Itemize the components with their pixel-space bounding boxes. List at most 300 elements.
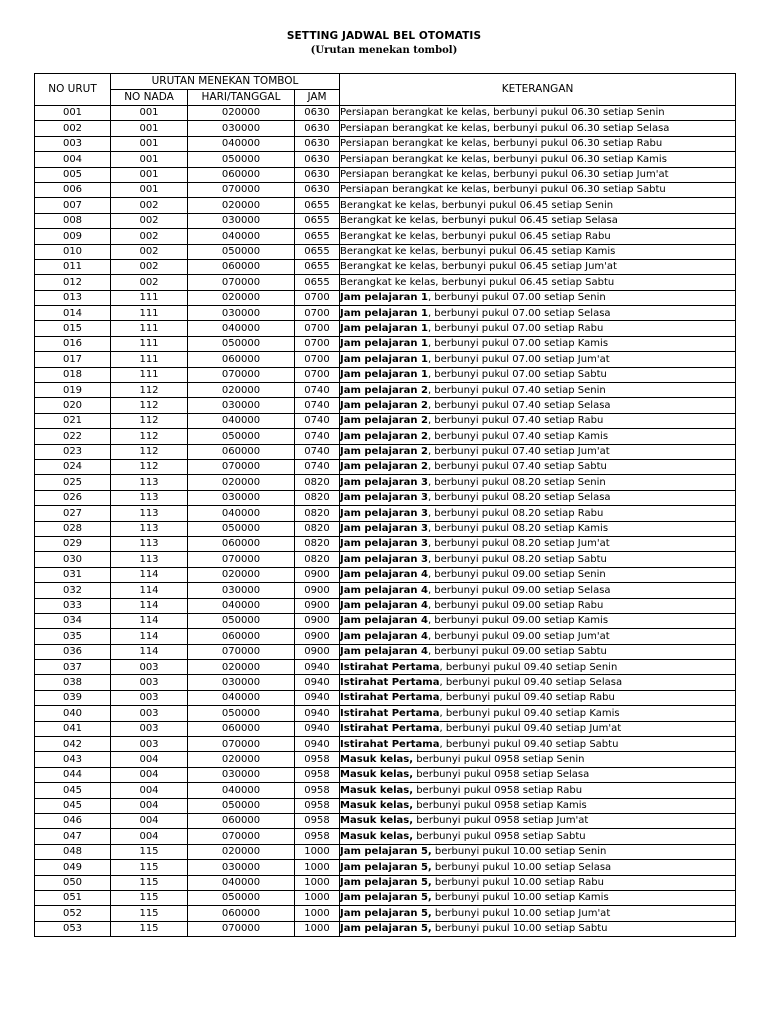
hari-tanggal-cell: 050000 [188,706,295,721]
jam-cell: 0700 [295,306,340,321]
table-row [35,675,736,690]
hari-tanggal-cell: 040000 [188,229,295,244]
no-nada-cell: 114 [111,629,188,644]
jam-cell: 0820 [295,475,340,490]
table-row [35,644,736,659]
header-no-nada: NO NADA [111,90,188,106]
no-nada-cell: 001 [111,106,188,121]
keterangan-cell [340,213,736,228]
keterangan-cell [340,182,736,197]
no-urut-cell: 003 [35,136,111,151]
no-urut-cell: 011 [35,259,111,274]
jam-cell: 0630 [295,182,340,197]
jam-cell: 0958 [295,783,340,798]
keterangan-cell [340,690,736,705]
keterangan-bold-label: Jam pelajaran 2 [340,461,428,473]
keterangan-cell [340,583,736,598]
table-row [35,583,736,598]
hari-tanggal-cell: 020000 [188,383,295,398]
jam-cell: 0900 [295,644,340,659]
no-urut-cell: 006 [35,182,111,197]
table-row [35,721,736,736]
keterangan-bold-label: Jam pelajaran 5, [340,923,432,935]
document-subtitle: (Urutan menekan tombol) [310,45,458,56]
keterangan-cell [340,783,736,798]
no-urut-cell: 018 [35,367,111,382]
hari-tanggal-cell: 060000 [188,167,295,182]
keterangan-text: , berbunyi pukul 09.40 setiap Sabtu [439,738,619,750]
keterangan-text: , berbunyi pukul 09.40 setiap Jum'at [439,723,622,735]
no-nada-cell: 004 [111,813,188,828]
keterangan-text: Persiapan berangkat ke kelas, berbunyi pukul 06.30 setiap Sabtu [340,184,666,196]
keterangan-text: , berbunyi pukul 08.20 setiap Senin [427,476,606,488]
keterangan-bold-label: Jam pelajaran 4 [340,569,428,581]
keterangan-cell [340,813,736,828]
no-urut-cell: 032 [35,583,111,598]
keterangan-bold-label: Masuk kelas, [340,830,414,842]
keterangan-cell [340,721,736,736]
keterangan-text: Berangkat ke kelas, berbunyi pukul 06.45 setiap Senin [340,199,614,211]
table-row [35,121,736,136]
table-row [35,383,736,398]
hari-tanggal-cell: 040000 [188,875,295,890]
hari-tanggal-cell: 030000 [188,675,295,690]
jam-cell: 0958 [295,829,340,844]
keterangan-bold-label: Jam pelajaran 4 [340,599,428,611]
no-urut-cell: 048 [35,844,111,859]
keterangan-cell [340,752,736,767]
jam-cell: 0940 [295,706,340,721]
table-row [35,629,736,644]
no-nada-cell: 114 [111,567,188,582]
keterangan-cell [340,367,736,382]
hari-tanggal-cell: 020000 [188,752,295,767]
jam-cell: 0740 [295,444,340,459]
keterangan-cell [340,429,736,444]
table-row [35,706,736,721]
hari-tanggal-cell: 020000 [188,475,295,490]
no-nada-cell: 004 [111,767,188,782]
keterangan-cell [340,767,736,782]
jam-cell: 0958 [295,798,340,813]
keterangan-cell [340,290,736,305]
header-no-urut: NO URUT [35,74,111,106]
keterangan-text: Persiapan berangkat ke kelas, berbunyi pukul 06.30 setiap Senin [340,107,665,119]
keterangan-bold-label: Jam pelajaran 1 [340,353,428,365]
no-nada-cell: 003 [111,675,188,690]
hari-tanggal-cell: 050000 [188,152,295,167]
keterangan-cell [340,475,736,490]
keterangan-text: Berangkat ke kelas, berbunyi pukul 06.45 setiap Sabtu [340,276,615,288]
no-urut-cell: 007 [35,198,111,213]
hari-tanggal-cell: 020000 [188,198,295,213]
keterangan-text: Berangkat ke kelas, berbunyi pukul 06.45 setiap Selasa [340,215,618,227]
no-nada-cell: 115 [111,844,188,859]
keterangan-text: berbunyi pukul 0958 setiap Senin [413,753,585,765]
keterangan-cell [340,598,736,613]
keterangan-cell [340,660,736,675]
no-urut-cell: 008 [35,213,111,228]
keterangan-text: berbunyi pukul 0958 setiap Sabtu [413,830,586,842]
keterangan-bold-label: Jam pelajaran 1 [340,307,428,319]
keterangan-bold-label: Istirahat Pertama [340,707,440,719]
jam-cell: 0820 [295,536,340,551]
schedule-table [34,73,736,937]
keterangan-text: berbunyi pukul 0958 setiap Kamis [413,800,587,812]
table-row [35,167,736,182]
jam-cell: 0630 [295,121,340,136]
no-urut-cell: 036 [35,644,111,659]
jam-cell: 0700 [295,352,340,367]
table-row [35,567,736,582]
no-urut-cell: 041 [35,721,111,736]
no-nada-cell: 111 [111,321,188,336]
no-urut-cell: 052 [35,906,111,921]
no-urut-cell: 043 [35,752,111,767]
table-row [35,798,736,813]
keterangan-text: berbunyi pukul 0958 setiap Rabu [413,784,583,796]
keterangan-bold-label: Istirahat Pertama [340,723,440,735]
table-row [35,552,736,567]
no-nada-cell: 002 [111,275,188,290]
no-urut-cell: 014 [35,306,111,321]
jam-cell: 0630 [295,106,340,121]
no-urut-cell: 004 [35,152,111,167]
keterangan-text: Persiapan berangkat ke kelas, berbunyi pukul 06.30 setiap Jum'at [340,169,669,181]
keterangan-cell [340,921,736,936]
keterangan-text: , berbunyi pukul 09.00 setiap Rabu [427,599,604,611]
keterangan-bold-label: Jam pelajaran 3 [340,476,428,488]
keterangan-text: , berbunyi pukul 07.00 setiap Selasa [427,307,611,319]
no-nada-cell: 115 [111,906,188,921]
keterangan-bold-label: Jam pelajaran 5, [340,846,432,858]
table-row [35,690,736,705]
no-nada-cell: 001 [111,152,188,167]
keterangan-bold-label: Jam pelajaran 3 [340,507,428,519]
keterangan-text: , berbunyi pukul 08.20 setiap Jum'at [427,538,610,550]
hari-tanggal-cell: 070000 [188,552,295,567]
hari-tanggal-cell: 030000 [188,767,295,782]
keterangan-cell [340,229,736,244]
jam-cell: 0958 [295,752,340,767]
no-urut-cell: 044 [35,767,111,782]
table-row [35,521,736,536]
table-row [35,875,736,890]
keterangan-text: , berbunyi pukul 09.00 setiap Selasa [427,584,611,596]
jam-cell: 0820 [295,521,340,536]
table-row [35,275,736,290]
keterangan-cell [340,321,736,336]
no-nada-cell: 001 [111,182,188,197]
no-nada-cell: 003 [111,690,188,705]
table-row [35,182,736,197]
table-row [35,352,736,367]
hari-tanggal-cell: 040000 [188,321,295,336]
no-urut-cell: 027 [35,506,111,521]
jam-cell: 0820 [295,490,340,505]
hari-tanggal-cell: 070000 [188,644,295,659]
table-row [35,429,736,444]
keterangan-cell [340,860,736,875]
document-title: SETTING JADWAL BEL OTOMATIS [286,30,482,42]
jam-cell: 0655 [295,198,340,213]
keterangan-text: Persiapan berangkat ke kelas, berbunyi pukul 06.30 setiap Kamis [340,153,667,165]
no-urut-cell: 012 [35,275,111,290]
jam-cell: 0820 [295,552,340,567]
keterangan-cell [340,506,736,521]
no-nada-cell: 002 [111,244,188,259]
hari-tanggal-cell: 070000 [188,182,295,197]
keterangan-text: , berbunyi pukul 08.20 setiap Rabu [427,507,604,519]
keterangan-cell [340,275,736,290]
no-nada-cell: 111 [111,367,188,382]
table-row [35,367,736,382]
jam-cell: 0740 [295,383,340,398]
no-nada-cell: 001 [111,121,188,136]
no-nada-cell: 003 [111,721,188,736]
table-row [35,398,736,413]
jam-cell: 0958 [295,813,340,828]
no-urut-cell: 046 [35,813,111,828]
table-row [35,306,736,321]
no-nada-cell: 111 [111,290,188,305]
no-nada-cell: 111 [111,336,188,351]
jam-cell: 1000 [295,875,340,890]
no-nada-cell: 114 [111,613,188,628]
no-nada-cell: 113 [111,506,188,521]
jam-cell: 1000 [295,921,340,936]
hari-tanggal-cell: 060000 [188,813,295,828]
keterangan-bold-label: Masuk kelas, [340,815,414,827]
jam-cell: 0700 [295,290,340,305]
table-row [35,459,736,474]
table-row [35,136,736,151]
table-row [35,413,736,428]
no-nada-cell: 115 [111,921,188,936]
jam-cell: 1000 [295,890,340,905]
header-keterangan: KETERANGAN [340,74,736,106]
header-hari-tanggal: HARI/TANGGAL [188,90,295,106]
no-urut-cell: 033 [35,598,111,613]
keterangan-cell [340,906,736,921]
keterangan-bold-label: Masuk kelas, [340,784,414,796]
keterangan-cell [340,121,736,136]
keterangan-text: , berbunyi pukul 09.40 setiap Rabu [439,692,615,704]
keterangan-bold-label: Jam pelajaran 2 [340,430,428,442]
keterangan-cell [340,875,736,890]
keterangan-cell [340,444,736,459]
keterangan-text: , berbunyi pukul 07.40 setiap Kamis [427,430,609,442]
no-urut-cell: 039 [35,690,111,705]
no-urut-cell: 030 [35,552,111,567]
hari-tanggal-cell: 050000 [188,521,295,536]
no-urut-cell: 053 [35,921,111,936]
no-nada-cell: 112 [111,444,188,459]
keterangan-cell [340,106,736,121]
hari-tanggal-cell: 040000 [188,598,295,613]
jam-cell: 0630 [295,136,340,151]
table-row [35,506,736,521]
no-nada-cell: 113 [111,552,188,567]
keterangan-text: , berbunyi pukul 09.00 setiap Senin [427,569,606,581]
keterangan-text: , berbunyi pukul 07.00 setiap Kamis [427,338,609,350]
jam-cell: 0700 [295,367,340,382]
no-urut-cell: 040 [35,706,111,721]
keterangan-bold-label: Jam pelajaran 4 [340,630,428,642]
no-nada-cell: 001 [111,136,188,151]
no-nada-cell: 004 [111,798,188,813]
table-row [35,490,736,505]
keterangan-text: , berbunyi pukul 07.40 setiap Senin [427,384,606,396]
hari-tanggal-cell: 030000 [188,398,295,413]
no-urut-cell: 023 [35,444,111,459]
keterangan-text: , berbunyi pukul 09.40 setiap Selasa [439,676,623,688]
keterangan-bold-label: Jam pelajaran 5, [340,907,432,919]
hari-tanggal-cell: 060000 [188,906,295,921]
keterangan-bold-label: Jam pelajaran 5, [340,892,432,904]
no-urut-cell: 035 [35,629,111,644]
keterangan-bold-label: Jam pelajaran 2 [340,384,428,396]
jam-cell: 0630 [295,152,340,167]
keterangan-cell [340,675,736,690]
hari-tanggal-cell: 030000 [188,306,295,321]
jam-cell: 0940 [295,690,340,705]
no-nada-cell: 112 [111,429,188,444]
header-urutan-menekan-tombol: URUTAN MENEKAN TOMBOL [111,74,340,90]
hari-tanggal-cell: 070000 [188,459,295,474]
keterangan-bold-label: Jam pelajaran 1 [340,292,428,304]
no-nada-cell: 003 [111,660,188,675]
no-urut-cell: 009 [35,229,111,244]
no-urut-cell: 024 [35,459,111,474]
keterangan-text: , berbunyi pukul 08.20 setiap Sabtu [427,553,607,565]
table-row [35,613,736,628]
no-nada-cell: 113 [111,475,188,490]
hari-tanggal-cell: 020000 [188,290,295,305]
table-row [35,860,736,875]
table-row [35,737,736,752]
table-row [35,890,736,905]
no-urut-cell: 038 [35,675,111,690]
keterangan-bold-label: Jam pelajaran 1 [340,338,428,350]
keterangan-bold-label: Masuk kelas, [340,769,414,781]
table-row [35,106,736,121]
hari-tanggal-cell: 030000 [188,860,295,875]
keterangan-cell [340,198,736,213]
hari-tanggal-cell: 070000 [188,275,295,290]
no-urut-cell: 005 [35,167,111,182]
hari-tanggal-cell: 060000 [188,352,295,367]
keterangan-text: , berbunyi pukul 08.20 setiap Selasa [427,492,611,504]
keterangan-bold-label: Istirahat Pertama [340,692,440,704]
hari-tanggal-cell: 050000 [188,336,295,351]
table-row [35,152,736,167]
keterangan-text: , berbunyi pukul 07.40 setiap Rabu [427,415,604,427]
table-body [35,106,736,937]
header-jam: JAM [295,90,340,106]
no-urut-cell: 002 [35,121,111,136]
keterangan-text: Berangkat ke kelas, berbunyi pukul 06.45 setiap Jum'at [340,261,617,273]
keterangan-bold-label: Jam pelajaran 2 [340,399,428,411]
keterangan-text: berbunyi pukul 0958 setiap Jum'at [413,815,589,827]
hari-tanggal-cell: 070000 [188,367,295,382]
jam-cell: 0740 [295,398,340,413]
no-nada-cell: 115 [111,860,188,875]
no-nada-cell: 111 [111,306,188,321]
no-urut-cell: 013 [35,290,111,305]
no-urut-cell: 026 [35,490,111,505]
table-row [35,444,736,459]
hari-tanggal-cell: 030000 [188,490,295,505]
no-urut-cell: 045 [35,798,111,813]
table-row [35,813,736,828]
hari-tanggal-cell: 020000 [188,660,295,675]
jam-cell: 0740 [295,459,340,474]
keterangan-cell [340,244,736,259]
no-urut-cell: 050 [35,875,111,890]
no-urut-cell: 019 [35,383,111,398]
table-row [35,336,736,351]
keterangan-cell [340,459,736,474]
keterangan-text: , berbunyi pukul 07.40 setiap Sabtu [427,461,607,473]
jam-cell: 0900 [295,583,340,598]
no-nada-cell: 002 [111,213,188,228]
no-urut-cell: 049 [35,860,111,875]
keterangan-cell [340,536,736,551]
jam-cell: 1000 [295,844,340,859]
keterangan-bold-label: Jam pelajaran 3 [340,553,428,565]
keterangan-cell [340,152,736,167]
hari-tanggal-cell: 050000 [188,429,295,444]
table-row [35,536,736,551]
jam-cell: 0655 [295,259,340,274]
keterangan-cell [340,352,736,367]
jam-cell: 0900 [295,629,340,644]
jam-cell: 0700 [295,321,340,336]
keterangan-bold-label: Jam pelajaran 4 [340,615,428,627]
jam-cell: 1000 [295,906,340,921]
jam-cell: 0900 [295,567,340,582]
keterangan-text: , berbunyi pukul 09.40 setiap Senin [439,661,618,673]
keterangan-cell [340,552,736,567]
keterangan-bold-label: Jam pelajaran 5, [340,861,432,873]
keterangan-text: , berbunyi pukul 09.00 setiap Kamis [427,615,609,627]
no-urut-cell: 042 [35,737,111,752]
keterangan-text: , berbunyi pukul 07.40 setiap Selasa [427,399,611,411]
table-row [35,290,736,305]
jam-cell: 0655 [295,244,340,259]
hari-tanggal-cell: 070000 [188,737,295,752]
hari-tanggal-cell: 060000 [188,444,295,459]
hari-tanggal-cell: 060000 [188,259,295,274]
hari-tanggal-cell: 050000 [188,890,295,905]
keterangan-cell [340,844,736,859]
keterangan-text: , berbunyi pukul 07.40 setiap Jum'at [427,446,610,458]
no-nada-cell: 111 [111,352,188,367]
table-row [35,321,736,336]
no-nada-cell: 113 [111,490,188,505]
jam-cell: 0700 [295,336,340,351]
jam-cell: 0655 [295,275,340,290]
table-row [35,829,736,844]
no-nada-cell: 112 [111,398,188,413]
jam-cell: 0940 [295,737,340,752]
keterangan-cell [340,567,736,582]
hari-tanggal-cell: 020000 [188,844,295,859]
hari-tanggal-cell: 030000 [188,213,295,228]
no-urut-cell: 037 [35,660,111,675]
no-nada-cell: 004 [111,783,188,798]
